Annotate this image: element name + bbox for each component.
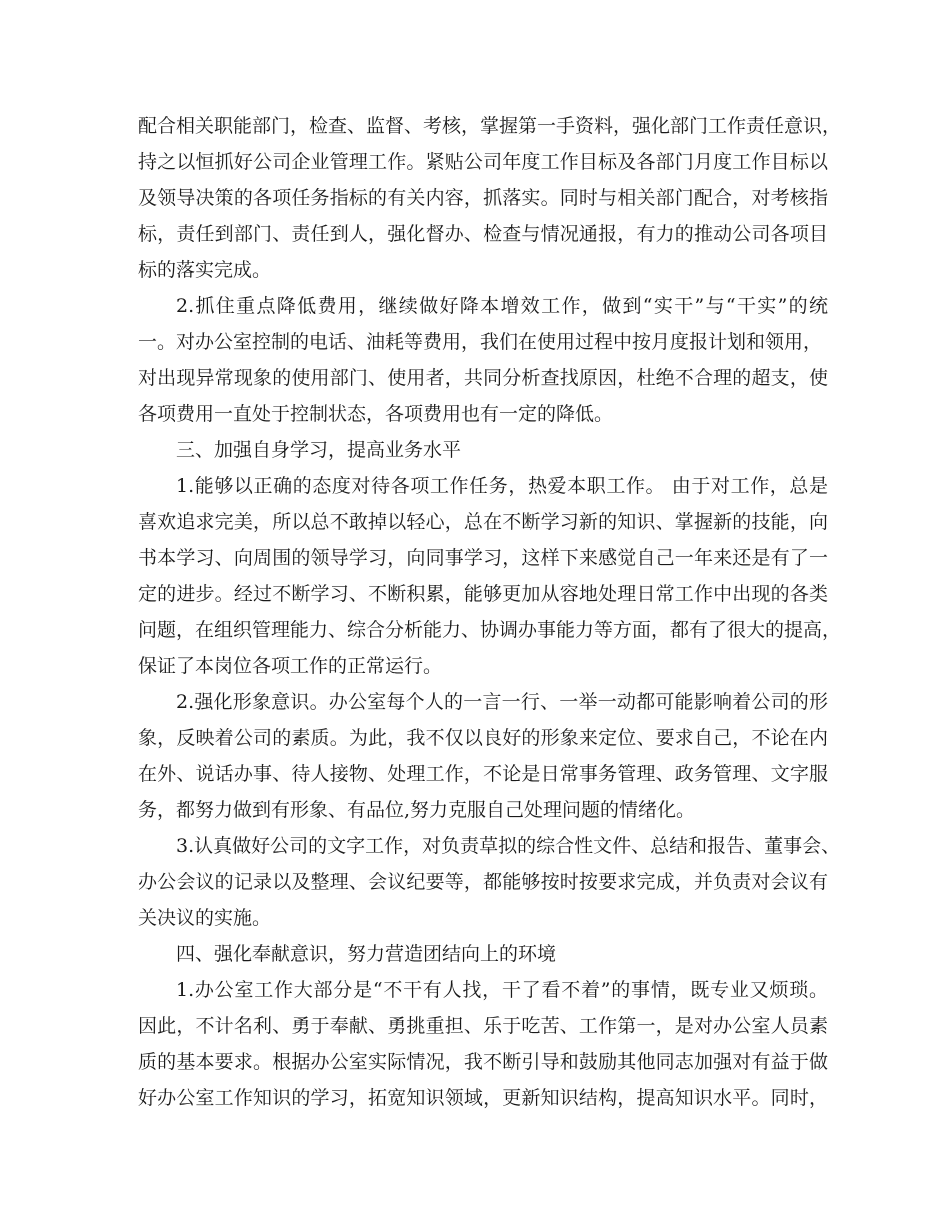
text-line: 保证了本岗位各项工作的正常运行。 bbox=[138, 655, 443, 677]
text-line: 办公会议的记录以及整理、会议纪要等，都能够按时按要求完成，并负责对会议有 bbox=[138, 871, 828, 893]
text-line: 标的落实完成。 bbox=[138, 259, 272, 281]
text-line: 象，反映着公司的素质。为此，我不仅以良好的形象来定位、要求自己，不论在内 bbox=[138, 727, 828, 749]
text-line: 因此，不计名利、勇于奉献、勇挑重担、乐于吃苦、工作第一，是对办公室人员素 bbox=[138, 1015, 828, 1037]
text-line: 在外、说话办事、待人接物、处理工作，不论是日常事务管理、政务管理、文字服 bbox=[138, 763, 828, 785]
text-line: 质的基本要求。根据办公室实际情况，我不断引导和鼓励其他同志加强对有益于做 bbox=[138, 1051, 828, 1073]
text-line: 务，都努力做到有形象、有品位,努力克服自己处理问题的情绪化。 bbox=[138, 799, 696, 821]
text-line: 3.认真做好公司的文字工作，对负责草拟的综合性文件、总结和报告、董事会、 bbox=[176, 835, 841, 857]
text-line: 及领导决策的各项任务指标的有关内容，抓落实。同时与相关部门配合，对考核指 bbox=[138, 187, 828, 209]
text-line: 持之以恒抓好公司企业管理工作。紧贴公司年度工作目标及各部门月度工作目标以 bbox=[138, 151, 828, 173]
text-line: 1.办公室工作大部分是“不干有人找，干了看不着”的事情，既专业又烦琐。 bbox=[176, 979, 828, 1001]
text-line: 问题，在组织管理能力、综合分析能力、协调办事能力等方面，都有了很大的提高， bbox=[138, 619, 842, 641]
text-line: 标，责任到部门、责任到人，强化督办、检查与情况通报，有力的推动公司各项目 bbox=[138, 223, 828, 245]
text-line: 一。对办公室控制的电话、油耗等费用，我们在使用过程中按月度报计划和领用， bbox=[138, 331, 823, 353]
text-line: 对出现异常现象的使用部门、使用者，共同分析查找原因，杜绝不合理的超支，使 bbox=[138, 367, 828, 389]
document-body bbox=[138, 108, 842, 1116]
text-line: 好办公室工作知识的学习，拓宽知识领域，更新知识结构，提高知识水平。同时， bbox=[138, 1087, 828, 1109]
text-line: 喜欢追求完美，所以总不敢掉以轻心，总在不断学习新的知识、掌握新的技能，向 bbox=[138, 511, 828, 533]
text-line: 关决议的实施。 bbox=[138, 907, 272, 929]
text-line: 1.能够以正确的态度对待各项工作任务，热爱本职工作。 由于对工作，总是 bbox=[176, 475, 828, 497]
text-line: 书本学习、向周围的领导学习，向同事学习，这样下来感觉自己一年来还是有了一 bbox=[138, 547, 828, 569]
text-line: 三、加强自身学习，提高业务水平 bbox=[176, 439, 462, 461]
text-line: 定的进步。经过不断学习、不断积累，能够更加从容地处理日常工作中出现的各类 bbox=[138, 583, 828, 605]
text-line: 各项费用一直处于控制状态，各项费用也有一定的降低。 bbox=[138, 403, 614, 425]
text-line: 配合相关职能部门，检查、监督、考核，掌握第一手资料，强化部门工作责任意识， bbox=[138, 115, 842, 137]
text-line: 2.强化形象意识。办公室每个人的一言一行、一举一动都可能影响着公司的形 bbox=[176, 691, 828, 713]
text-line: 2.抓住重点降低费用，继续做好降本增效工作，做到“实干”与“干实”的统 bbox=[176, 295, 828, 317]
text-line: 四、强化奉献意识，努力营造团结向上的环境 bbox=[176, 943, 557, 965]
